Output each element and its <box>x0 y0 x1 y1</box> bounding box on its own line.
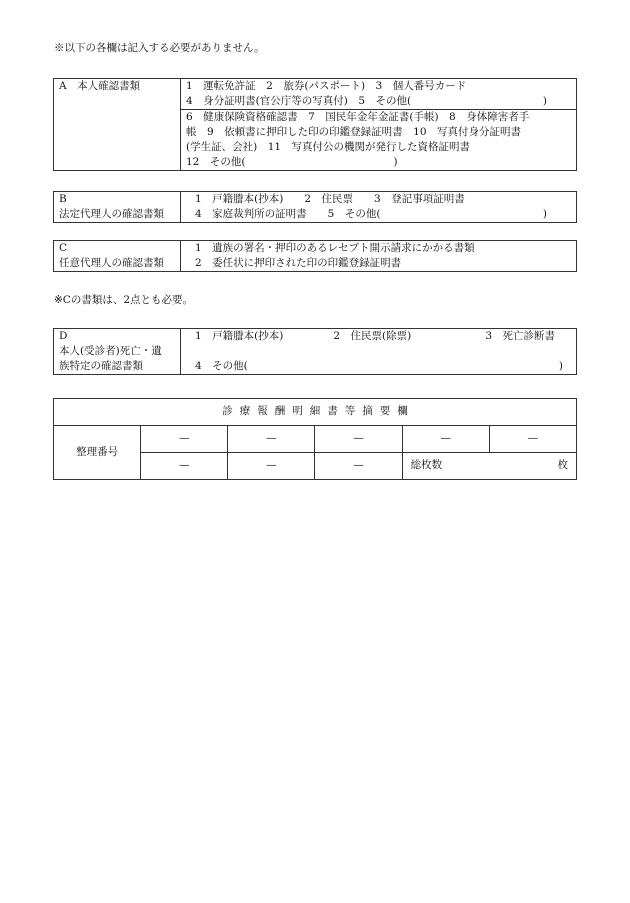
section-d-label: D 本人(受診者)死亡・遺 族特定の確認書類 <box>54 329 181 375</box>
reference-number-label: 整理番号 <box>54 426 141 480</box>
total-sheets-label: 総枚数 <box>410 459 443 472</box>
reference-number-cell: — <box>489 426 576 453</box>
section-c-content: 1 遺族の署名・押印のあるレセプト開示請求にかかる書類 2 委任状に押印された印の印鑑登録証明書 <box>181 241 577 272</box>
summary-table <box>53 398 577 480</box>
total-sheets-cell <box>402 453 576 480</box>
section-a-group2 <box>181 110 577 171</box>
total-sheets-unit: 枚 <box>557 459 568 472</box>
section-a-line: 6 健康保険資格確認書 7 国民年金年金証書(手帳) 8 身体障害者手 <box>186 110 530 123</box>
summary-title: 診療報酬明細書等摘要欄 <box>54 399 577 426</box>
section-a-group1 <box>181 79 577 110</box>
top-note: ※以下の各欄は記入する必要がありません。 <box>54 42 265 54</box>
reference-number-cell: — <box>315 453 402 480</box>
section-b-table <box>53 191 577 223</box>
section-d-content: 1 戸籍謄本(抄本) 2 住民票(除票) 3 死亡診断書 4 その他( ) <box>181 329 577 375</box>
reference-number-cell: — <box>141 453 228 480</box>
reference-number-cell: — <box>228 453 315 480</box>
section-a-line: (学生証、会社) 11 写真付公の機関が発行した資格証明書 <box>186 140 471 153</box>
section-a-line: 12 その他( ) <box>186 155 398 168</box>
section-b-label: B 法定代理人の確認書類 <box>54 192 181 223</box>
reference-number-cell: — <box>228 426 315 453</box>
middle-note: ※Cの書類は、2点とも必要。 <box>54 294 194 306</box>
section-c-table <box>53 240 577 272</box>
reference-number-cell: — <box>402 426 489 453</box>
section-a-line: 4 身分証明書(官公庁等の写真付) 5 その他( ) <box>186 94 547 107</box>
section-a-line: 1 運転免許証 2 旅券(パスポート) 3 個人番号カード <box>186 79 467 92</box>
reference-number-cell: — <box>141 426 228 453</box>
section-a-table <box>53 78 577 171</box>
section-d-table <box>53 328 577 375</box>
section-b-content: 1 戸籍謄本(抄本) 2 住民票 3 登記事項証明書 4 家庭裁判所の証明書 5 その他( ) <box>181 192 577 223</box>
reference-number-cell: — <box>315 426 402 453</box>
section-a-line: 帳 9 依頼書に押印した印の印鑑登録証明書 10 写真付身分証明書 <box>186 125 522 138</box>
section-c-label: C 任意代理人の確認書類 <box>54 241 181 272</box>
section-a-label: A 本人確認書類 <box>54 79 181 171</box>
